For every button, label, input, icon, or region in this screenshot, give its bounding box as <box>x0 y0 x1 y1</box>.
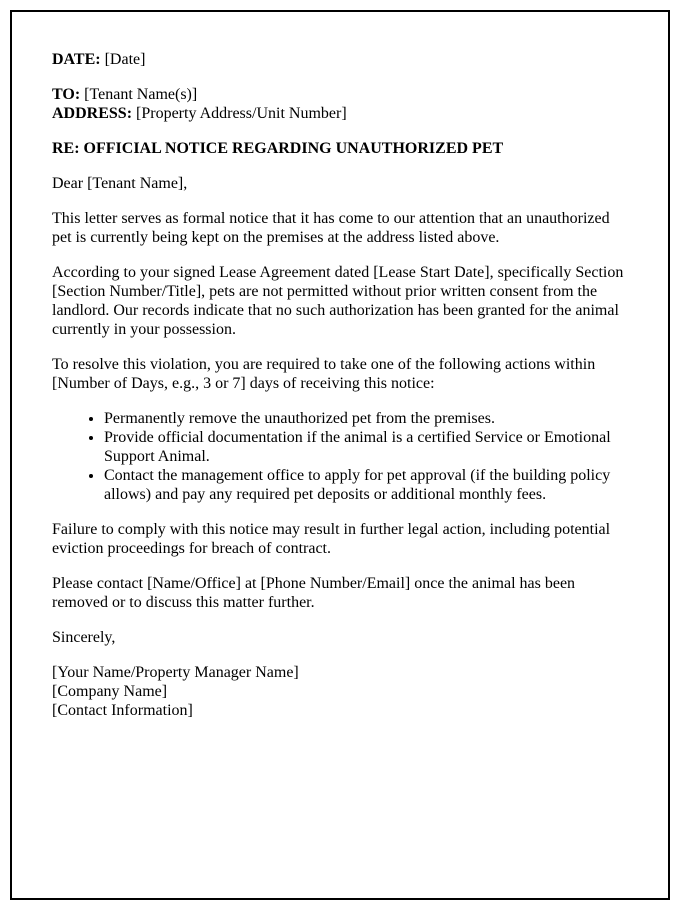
bullet-service-animal-docs: • Provide official documentation if the animal is a certified Service or Emotional Support Animal. <box>104 428 630 466</box>
to-line <box>52 85 630 104</box>
to-label: TO: <box>52 86 81 103</box>
date-line <box>52 50 630 69</box>
signature-name: [Your Name/Property Manager Name] <box>52 664 299 681</box>
address-line <box>52 104 630 123</box>
address-label: ADDRESS: <box>52 105 133 122</box>
paragraph-lease: According to your signed Lease Agreement dated [Lease Start Date], specifically Section [Section Number/Title], pets are not permitted without prior written consent from the landlord. Our records indicate that no such authorization has been granted for the animal currently in your possession. <box>52 264 624 338</box>
action-bullet-list <box>52 409 630 504</box>
paragraph-actions: To resolve this violation, you are required to take one of the following actions within [Number of Days, e.g., 3 or 7] days of receiving this notice: <box>52 356 596 392</box>
signature-contact-info: [Contact Information] <box>52 702 193 719</box>
to-value: [Tenant Name(s)] <box>84 86 198 103</box>
signature-block <box>52 663 630 720</box>
salutation: Dear [Tenant Name], <box>52 175 188 192</box>
letter-page <box>10 10 670 900</box>
date-label: DATE: <box>52 51 101 68</box>
signature-company: [Company Name] <box>52 683 168 700</box>
paragraph-failure: Failure to comply with this notice may result in further legal action, including potential eviction proceedings for breach of contract. <box>52 521 611 557</box>
paragraph-contact: Please contact [Name/Office] at [Phone Number/Email] once the animal has been removed or to discuss this matter further. <box>52 575 576 611</box>
address-value: [Property Address/Unit Number] <box>136 105 347 122</box>
subject-line: RE: OFFICIAL NOTICE REGARDING UNAUTHORIZED PET <box>52 140 504 157</box>
date-value: [Date] <box>104 51 146 68</box>
paragraph-intro: This letter serves as formal notice that it has come to our attention that an unauthorized pet is currently being kept on the premises at the address listed above. <box>52 210 610 246</box>
bullet-remove-pet: • Permanently remove the unauthorized pet from the premises. <box>104 409 630 428</box>
closing: Sincerely, <box>52 629 116 646</box>
bullet-pet-approval: • Contact the management office to apply for pet approval (if the building policy allows) and pay any required pet deposits or additional monthly fees. <box>104 466 630 504</box>
